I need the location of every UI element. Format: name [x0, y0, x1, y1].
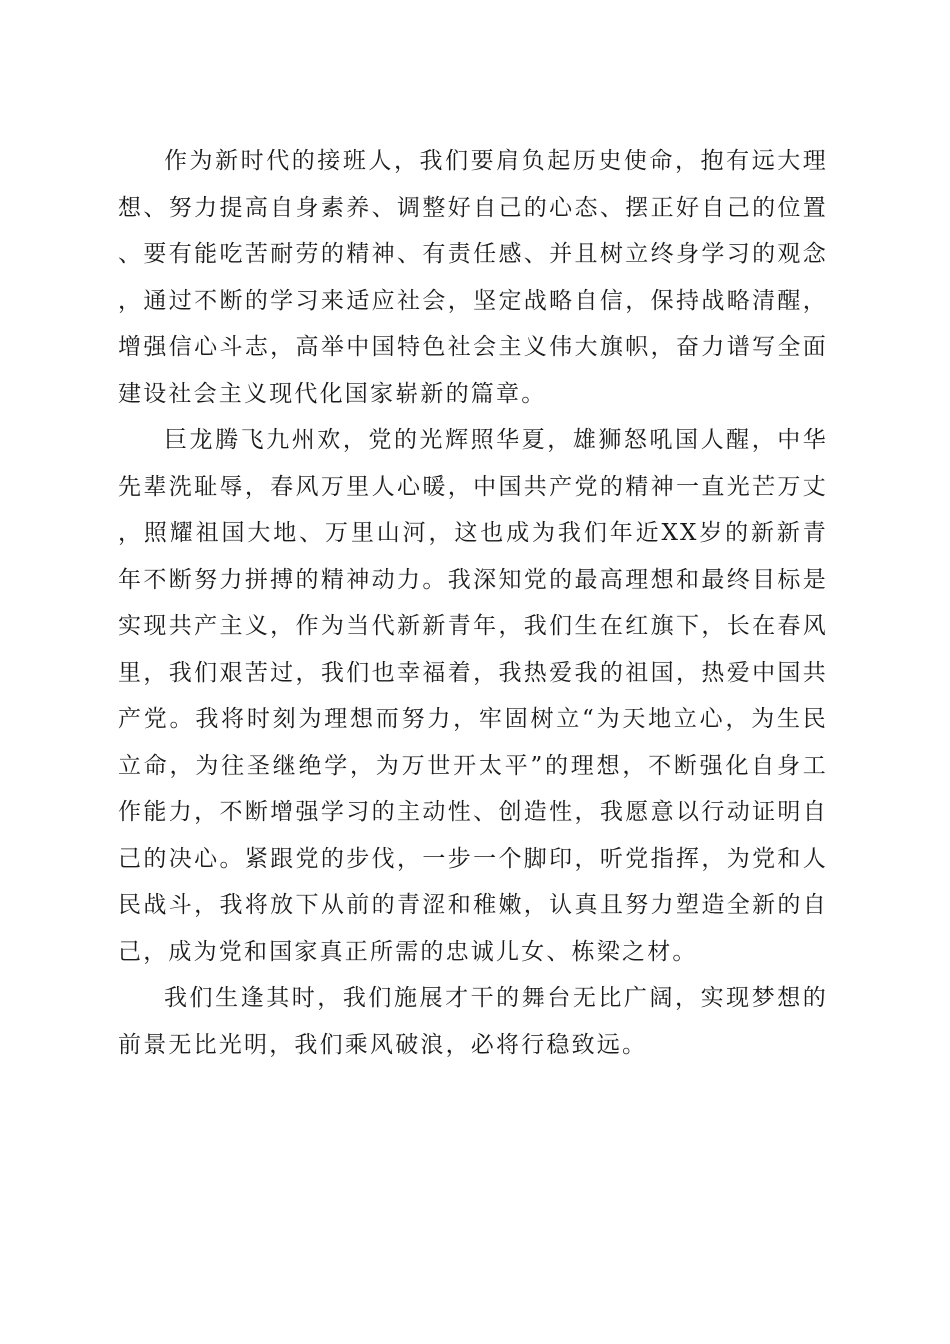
paragraph-closing: 我们生逢其时，我们施展才干的舞台无比广阔，实现梦想的前景无比光明，我们乘风破浪，必将行稳致远。 [118, 985, 828, 1058]
document-body [118, 138, 828, 1068]
paragraph-party-spirit: 巨龙腾飞九州欢，党的光辉照华夏，雄狮怒吼国人醒，中华先辈洗耻辱，春风万里人心暖，中国共产党的精神一直光芒万丈，照耀祖国大地、万里山河，这也成为我们年近XX岁的新新青年不断努力拼搏的精神动力。我深知党的最高理想和最终目标是实现共产主义，作为当代新新青年，我们生在红旗下，长在春风里，我们艰苦过，我们也幸福着，我热爱我的祖国，热爱中国共产党。我将时刻为理想而努力，牢固树立“为天地立心，为生民立命，为往圣继绝学，为万世开太平”的理想，不断强化自身工作能力，不断增强学习的主动性、创造性，我愿意以行动证明自己的决心。紧跟党的步伐，一步一个脚印，听党指挥，为党和人民战斗，我将放下从前的青涩和稚嫩，认真且努力塑造全新的自己，成为党和国家真正所需的忠诚儿女、栋梁之材。 [118, 427, 828, 965]
paragraph-successor-mission: 作为新时代的接班人，我们要肩负起历史使命，抱有远大理想、努力提高自身素养、调整好自己的心态、摆正好自己的位置、要有能吃苦耐劳的精神、有责任感、并且树立终身学习的观念，通过不断的学习来适应社会，坚定战略自信，保持战略清醒，增强信心斗志，高举中国特色社会主义伟大旗帜，奋力谱写全面建设社会主义现代化国家崭新的篇章。 [118, 148, 828, 407]
